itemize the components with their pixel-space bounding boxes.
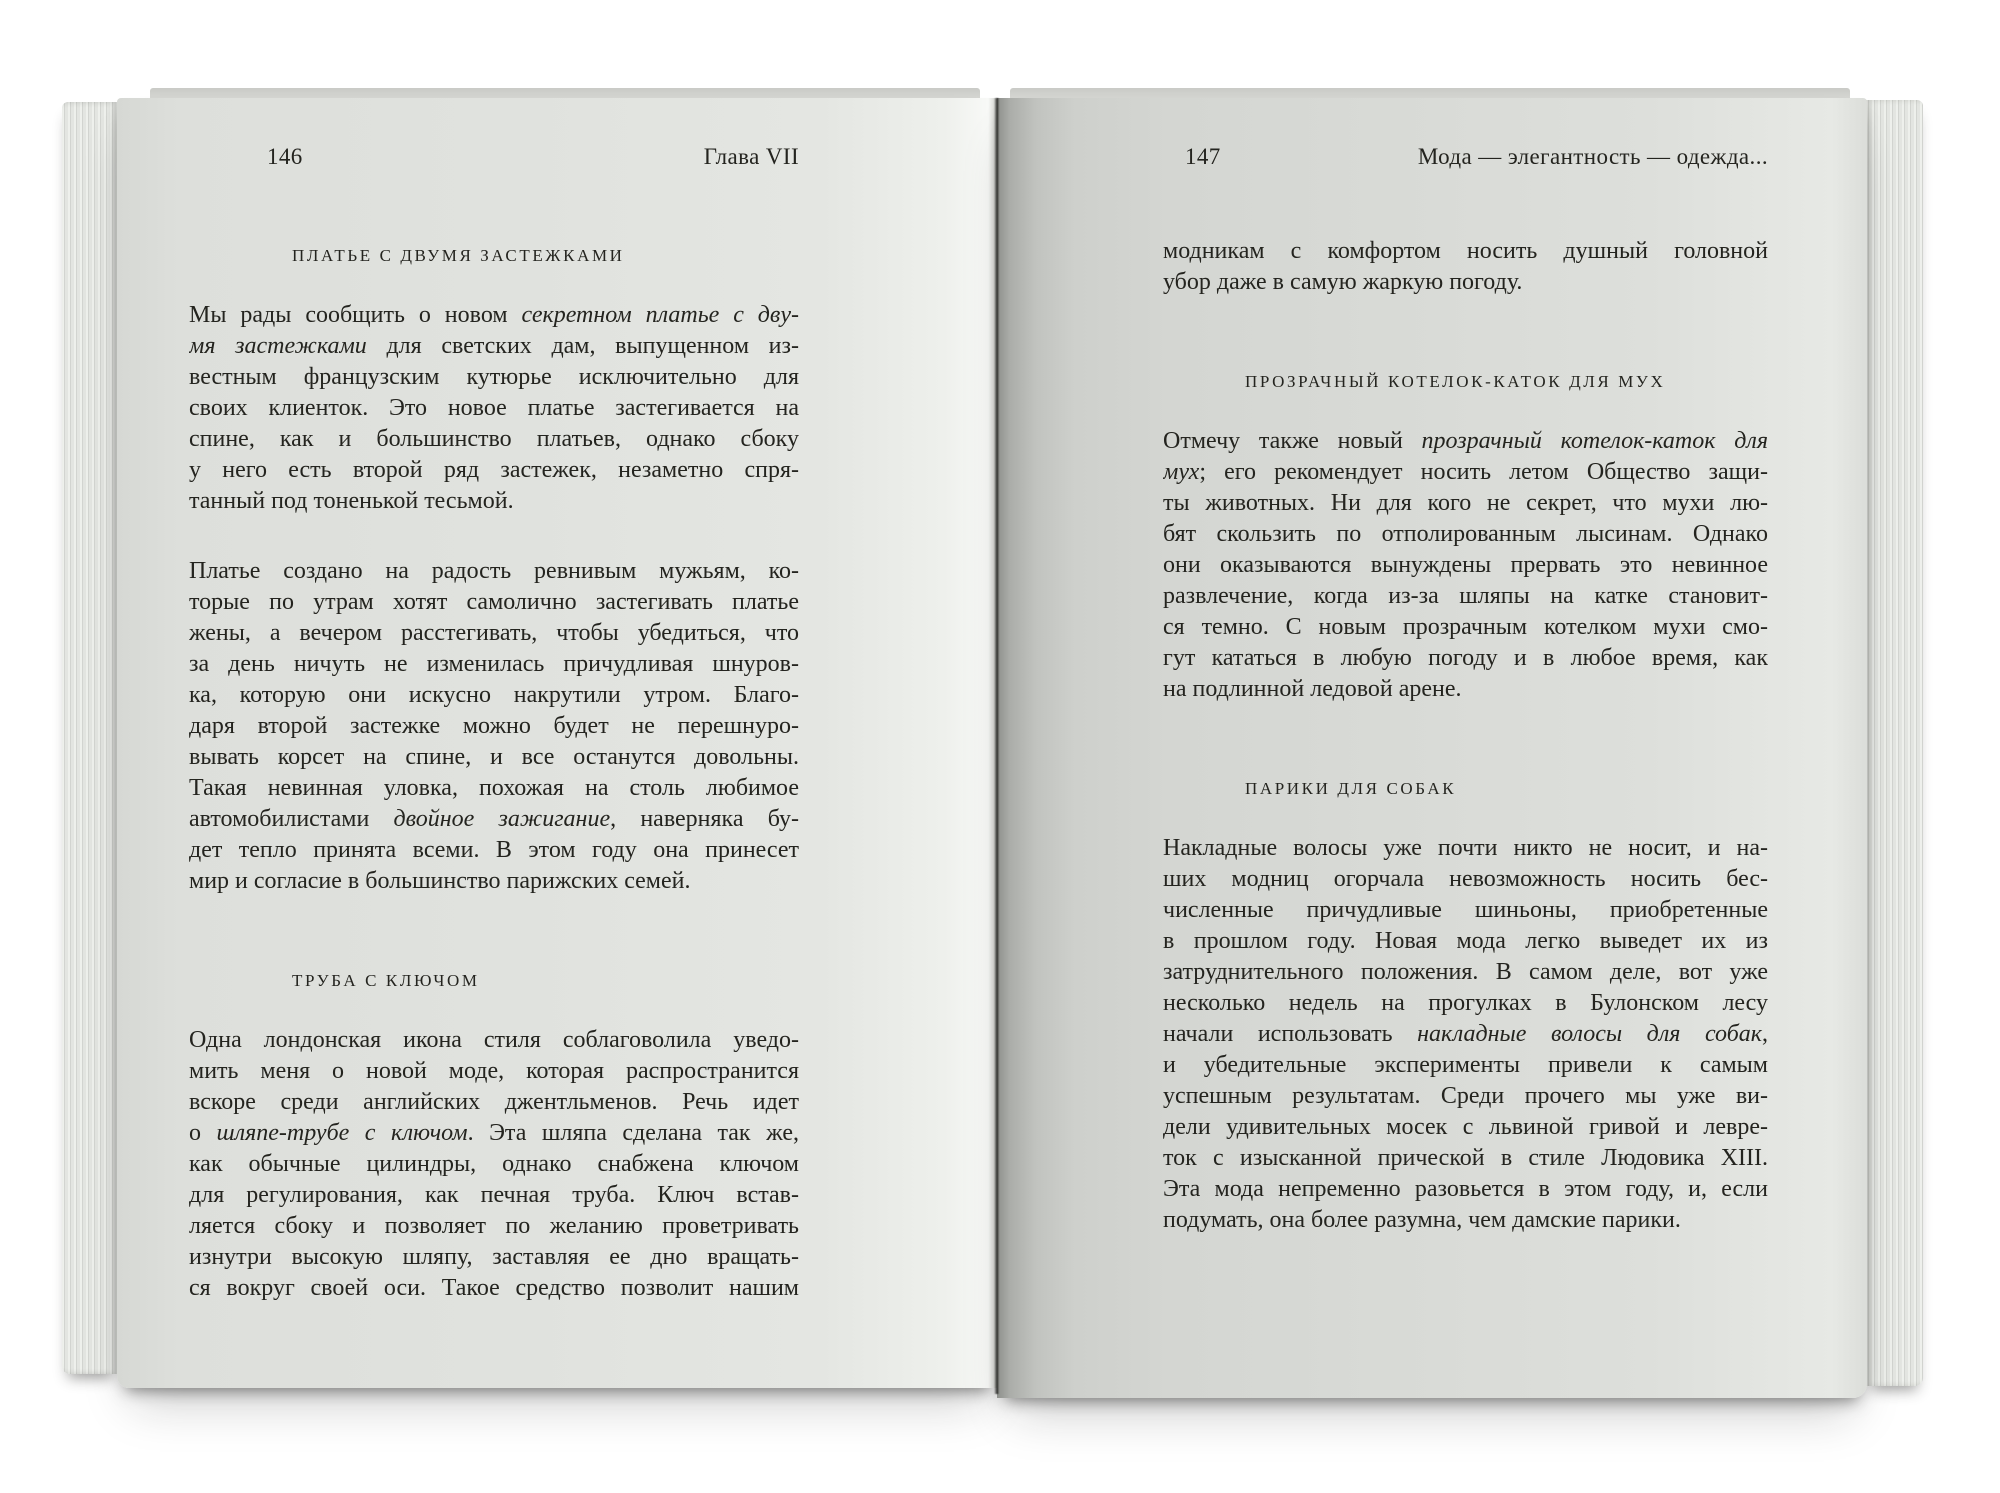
book-spine-gutter: [994, 98, 999, 1394]
text-line: как обычные цилиндры, однако снабжена ключом: [189, 1151, 799, 1177]
text-line: Отмечу также новый прозрачный котелок-каток для: [1163, 428, 1768, 454]
page-edge-stack-right: [1866, 100, 1923, 1386]
italic-phrase: секретном платье с дву-: [521, 302, 799, 328]
text-line: дет тепло принята всеми. В этом году она принесет: [189, 837, 799, 863]
right-page: [997, 98, 1867, 1398]
text-line: и убедительные эксперименты привели к самым: [1163, 1052, 1768, 1078]
text-line: мир и согласие в большинство парижских семей.: [189, 868, 691, 894]
italic-phrase: накладные волосы для собак: [1417, 1021, 1762, 1047]
text-line: Мы рады сообщить о новом секретном платье с дву-: [189, 302, 799, 328]
text-line: ка, которую они искусно накрутили утром. Благо-: [189, 682, 799, 708]
text-line: изнутри высокую шляпу, заставляя ее дно вращать-: [189, 1244, 799, 1270]
text-line: своих клиенток. Это новое платье застегивается на: [189, 395, 799, 421]
page-edge-stack-left: [62, 102, 118, 1374]
text-line: мить меня о новой моде, которая распространится: [189, 1058, 799, 1084]
text-line: успешным результатам. Среди прочего мы уже ви-: [1163, 1083, 1768, 1109]
text-line: дели удивительных мосек с львиной гривой и левре-: [1163, 1114, 1768, 1140]
page-number: 146: [267, 144, 303, 169]
text-line: мух; его рекомендует носить летом Общество защи-: [1163, 459, 1768, 485]
text-line: на подлинной ледовой арене.: [1163, 676, 1462, 702]
italic-phrase: шляпе-трубе с ключом: [216, 1120, 468, 1146]
right-page-content: [1163, 141, 1768, 1236]
text-blocks: [189, 245, 799, 1304]
paragraph: [1163, 833, 1768, 1236]
text-line: начали использовать накладные волосы для собак,: [1163, 1021, 1768, 1047]
text-line: спине, как и большинство платьев, однако сбоку: [189, 426, 799, 452]
italic-phrase: мух: [1163, 459, 1200, 485]
left-page-content: [189, 141, 799, 1304]
text-line: бят скользить по отполированным лысинам. Однако: [1163, 521, 1768, 547]
text-line: Одна лондонская икона стиля соблаговолила уведо-: [189, 1027, 799, 1053]
text-line: ся вокруг своей оси. Такое средство позволит нашим: [189, 1275, 799, 1301]
text-line: вестным французским кутюрье исключительно для: [189, 364, 799, 390]
text-line: несколько недель на прогулках в Булонском лесу: [1163, 990, 1768, 1016]
text-line: за день ничуть не изменилась причудливая шнуров-: [189, 651, 799, 677]
text-line: они оказываются вынуждены прервать это невинное: [1163, 552, 1768, 578]
text-line: ляется сбоку и позволяет по желанию проветривать: [189, 1213, 799, 1239]
text-line: Платье создано на радость ревнивым мужьям, ко-: [189, 558, 799, 584]
text-line: подумать, она более разумна, чем дамские парики.: [1163, 1207, 1681, 1233]
section-heading: ПАРИКИ ДЛЯ СОБАК: [1245, 779, 1457, 798]
paragraph: [1163, 426, 1768, 705]
paragraph: [1163, 236, 1768, 298]
text-line: в прошлом году. Новая мода легко выведет их из: [1163, 928, 1768, 954]
italic-phrase: прозрачный котелок-каток для: [1421, 428, 1768, 454]
text-line: Накладные волосы уже почти никто не носит, и на-: [1163, 835, 1768, 861]
running-title: Глава VII: [703, 144, 799, 169]
section-heading: ПЛАТЬЕ С ДВУМЯ ЗАСТЕЖКАМИ: [292, 246, 625, 265]
text-line: вывать корсет на спине, и все останутся довольны.: [189, 744, 799, 770]
running-title: Мода — элегантность — одежда...: [1417, 144, 1768, 169]
section-heading: ТРУБА С КЛЮЧОМ: [292, 971, 480, 990]
text-line: для регулирования, как печная труба. Ключ встав-: [189, 1182, 799, 1208]
paragraph: [189, 556, 799, 897]
page-header: [189, 141, 799, 172]
text-line: торые по утрам хотят самолично застегивать платье: [189, 589, 799, 615]
text-line: Эта мода непременно разовьется в этом году, и, если: [1163, 1176, 1768, 1202]
left-page: [117, 98, 997, 1388]
text-line: жены, а вечером расстегивать, чтобы убедиться, что: [189, 620, 799, 646]
text-line: у него есть второй ряд застежек, незаметно спря-: [189, 457, 799, 483]
text-line: гут кататься в любую погоду и в любое время, как: [1163, 645, 1768, 671]
text-line: ших модниц огорчала невозможность носить бес-: [1163, 866, 1768, 892]
paragraph: [189, 300, 799, 517]
text-line: Такая невинная уловка, похожая на столь любимое: [189, 775, 799, 801]
text-line: численные причудливые шиньоны, приобретенные: [1163, 897, 1768, 923]
text-line: автомобилистами двойное зажигание, наверняка бу-: [189, 806, 799, 832]
section-heading: ПРОЗРАЧНЫЙ КОТЕЛОК-КАТОК ДЛЯ МУХ: [1245, 372, 1666, 391]
italic-phrase: двойное зажигание: [393, 806, 611, 832]
text-line: даря второй застежке можно будет не перешнуро-: [189, 713, 799, 739]
text-line: модникам с комфортом носить душный головной: [1163, 238, 1768, 264]
text-line: мя застежками для светских дам, выпущенном из-: [189, 333, 799, 359]
paragraph: [189, 1025, 799, 1304]
page-number: 147: [1185, 144, 1221, 169]
text-line: вскоре среди английских джентльменов. Речь идет: [189, 1089, 799, 1115]
page-header: [1163, 141, 1768, 172]
text-line: танный под тоненькой тесьмой.: [189, 488, 514, 514]
text-line: о шляпе-трубе с ключом. Эта шляпа сделана так же,: [189, 1120, 799, 1146]
text-line: развлечение, когда из-за шляпы на катке становит-: [1163, 583, 1768, 609]
text-line: ты животных. Ни для кого не секрет, что мухи лю-: [1163, 490, 1768, 516]
text-line: затруднительного положения. В самом деле, вот уже: [1163, 959, 1768, 985]
text-line: убор даже в самую жаркую погоду.: [1163, 269, 1523, 295]
italic-phrase: мя застежками: [189, 333, 367, 359]
text-blocks: [1163, 236, 1768, 1236]
text-line: ток с изысканной прической в стиле Людовика XIII.: [1163, 1145, 1768, 1171]
text-line: ся темно. С новым прозрачным котелком мухи смо-: [1163, 614, 1768, 640]
